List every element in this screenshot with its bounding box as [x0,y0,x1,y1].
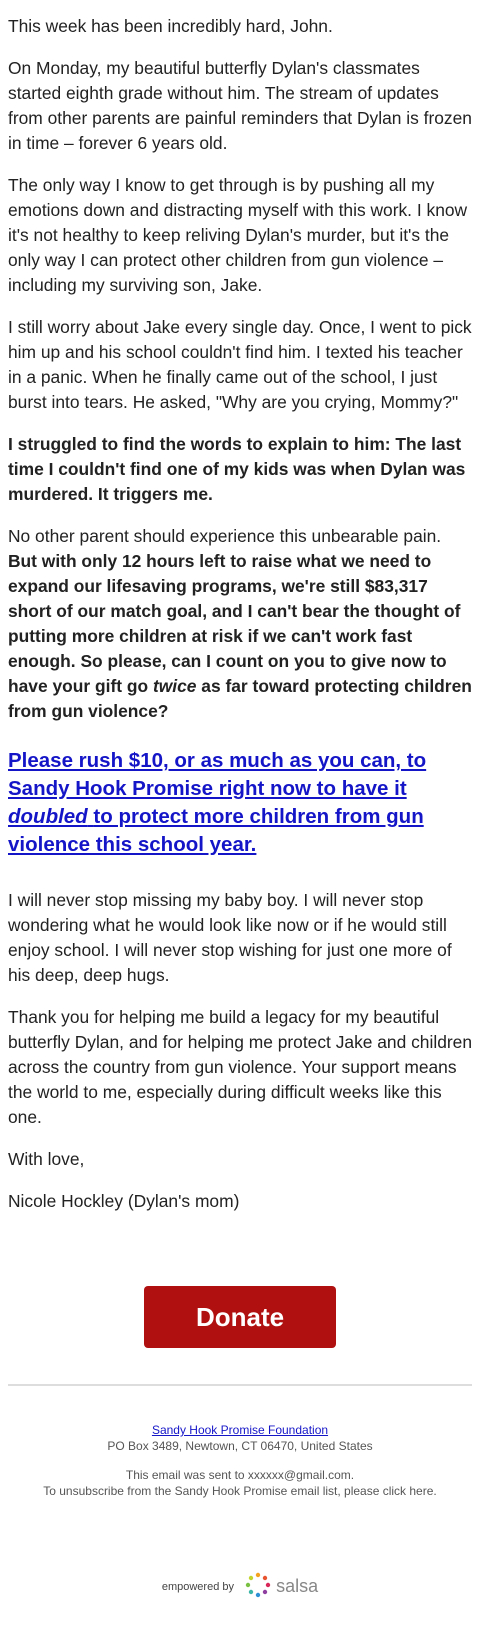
org-link[interactable]: Sandy Hook Promise Foundation [151,1423,329,1437]
paragraph-5 [8,524,472,724]
paragraph-2: The only way I know to get through is by pushing all my emotions down and distracting myself with this work. I know it's not healthy to keep reliving Dylan's murder, but it's the only way I can protect other children from gun violence – including my surviving son, Jake. [8,175,468,295]
donate-button[interactable]: Donate [144,1286,336,1348]
salsa-logo-icon [245,1572,271,1601]
closing: With love, [8,1149,85,1169]
salsa-brand: salsa [276,1576,319,1596]
paragraph-4-bold: I struggled to find the words to explain to him: The last time I couldn't find one of my kids was when Dylan was murdered. It triggers me. [8,434,466,504]
cta-text-b: to protect more children from gun violence this school year. [8,805,424,856]
paragraph-5-bold-a: But with only 12 hours left to raise what we need to expand our lifesaving programs, we're still $83,317 short of our match goal, and I can't bear the thought of putting more children at risk if we can't work fast enough. So please, can I count on you to give now to have your gift go [8,551,461,696]
paragraph-6: I will never stop missing my baby boy. I will never stop wondering what he would look like now or if he would still enjoy school. I will never stop wishing for just one more of his deep, deep hugs. [8,890,452,985]
powered-by-label: empowered by [161,1580,234,1593]
footer [8,1422,472,1499]
org-address: PO Box 3489, Newtown, CT 06470, United States [107,1439,373,1453]
paragraph-1: On Monday, my beautiful butterfly Dylan's classmates started eighth grade without him. The stream of updates from other parents are painful reminders that Dylan is frozen in time – forever 6 years old. [8,58,472,153]
footer-divider [8,1384,472,1386]
unsubscribe-notice[interactable]: To unsubscribe from the Sandy Hook Promise email list, please click here. [43,1484,437,1498]
signature: Nicole Hockley (Dylan's mom) [8,1191,240,1211]
paragraph-3: I still worry about Jake every single day. Once, I went to pick him up and his school couldn't find him. I texted his teacher in a panic. When he finally came out of the school, I just burst into tears. He asked, "Why are you crying, Mommy?" [8,317,472,412]
paragraph-5-plain: No other parent should experience this unbearable pain. [8,526,442,546]
greeting: This week has been incredibly hard, John. [8,16,333,36]
cta-italic: doubled [8,805,88,828]
paragraph-7: Thank you for helping me build a legacy for my beautiful butterfly Dylan, and for helping me protect Jake and children across the country from gun violence. Your support means the world to me, especially during difficult weeks like this one. [8,1007,473,1127]
paragraph-5-italic: twice [152,676,197,696]
paragraph-5-bold-b: as far toward protecting children from gun violence? [8,676,472,721]
donate-button-container [8,1286,472,1348]
donation-cta-link[interactable] [8,747,472,859]
powered-by[interactable] [8,1572,472,1601]
cta-text-a: Please rush $10, or as much as you can, to Sandy Hook Promise right now to have it [8,749,427,800]
sent-to-notice: This email was sent to xxxxxx@gmail.com. [125,1468,355,1482]
